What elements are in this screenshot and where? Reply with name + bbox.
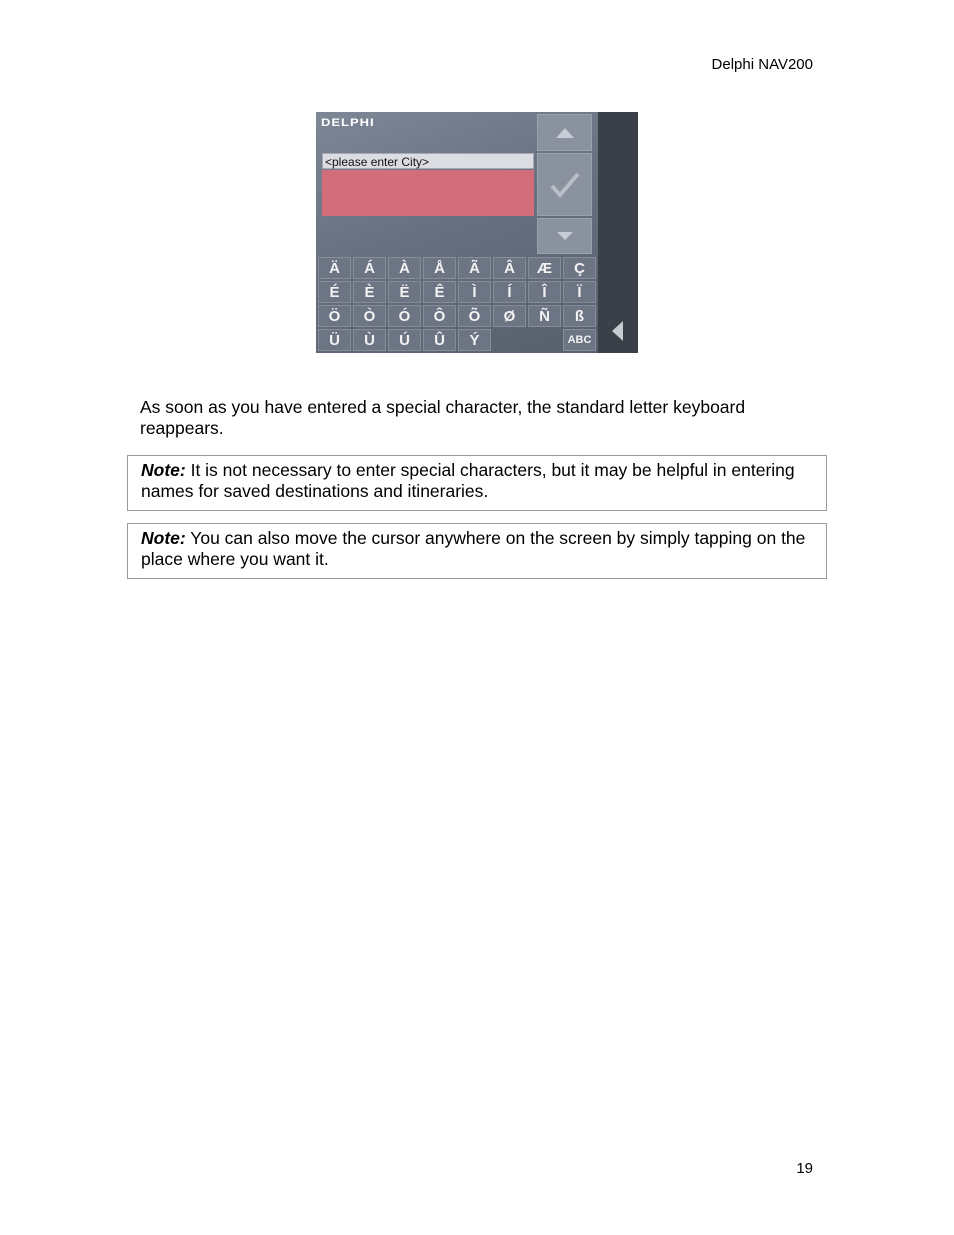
key-7[interactable]: Ç: [563, 257, 596, 279]
key-2[interactable]: À: [388, 257, 421, 279]
triangle-down-icon: [557, 232, 573, 240]
right-panel: [598, 112, 638, 353]
key-14[interactable]: Î: [528, 281, 561, 303]
triangle-left-icon[interactable]: [612, 321, 623, 341]
key-18[interactable]: Ó: [388, 305, 421, 327]
key-11[interactable]: Ê: [423, 281, 456, 303]
key-5[interactable]: Â: [493, 257, 526, 279]
key-27[interactable]: Û: [423, 329, 456, 351]
key-0[interactable]: Ä: [318, 257, 351, 279]
checkmark-icon: [550, 172, 580, 198]
page-number: 19: [796, 1160, 813, 1177]
key-9[interactable]: È: [353, 281, 386, 303]
triangle-up-icon: [556, 128, 574, 138]
device-screenshot: [316, 112, 638, 353]
key-1[interactable]: Á: [353, 257, 386, 279]
key-8[interactable]: É: [318, 281, 351, 303]
key-6[interactable]: Æ: [528, 257, 561, 279]
key-16[interactable]: Ö: [318, 305, 351, 327]
city-input-field[interactable]: <please enter City>: [322, 153, 534, 169]
results-list[interactable]: [322, 170, 534, 216]
key-26[interactable]: Ú: [388, 329, 421, 351]
key-4[interactable]: Ã: [458, 257, 491, 279]
abc-keyboard-button[interactable]: ABC: [563, 329, 596, 351]
note-label: Note:: [141, 528, 186, 548]
key-20[interactable]: Õ: [458, 305, 491, 327]
key-19[interactable]: Ô: [423, 305, 456, 327]
note-text: It is not necessary to enter special characters, but it may be helpful in entering names for saved destinations and itineraries.: [141, 460, 795, 501]
note-box-1: [127, 455, 827, 511]
key-24[interactable]: Ü: [318, 329, 351, 351]
key-17[interactable]: Ò: [353, 305, 386, 327]
key-13[interactable]: Í: [493, 281, 526, 303]
confirm-button[interactable]: [537, 153, 592, 216]
key-15[interactable]: Ï: [563, 281, 596, 303]
key-28[interactable]: Ý: [458, 329, 491, 351]
note-label: Note:: [141, 460, 186, 480]
note-box-2: [127, 523, 827, 579]
key-23[interactable]: ß: [563, 305, 596, 327]
key-3[interactable]: Å: [423, 257, 456, 279]
key-12[interactable]: Ì: [458, 281, 491, 303]
delphi-logo: DELPHI: [321, 116, 375, 129]
key-10[interactable]: Ë: [388, 281, 421, 303]
body-paragraph: As soon as you have entered a special character, the standard letter keyboard reappears.: [140, 397, 746, 438]
note-text: You can also move the cursor anywhere on the screen by simply tapping on the place where you want it.: [141, 528, 806, 569]
scroll-up-button[interactable]: [537, 114, 592, 151]
key-22[interactable]: Ñ: [528, 305, 561, 327]
document-header: Delphi NAV200: [711, 56, 813, 73]
key-25[interactable]: Ù: [353, 329, 386, 351]
key-21[interactable]: Ø: [493, 305, 526, 327]
scroll-down-button[interactable]: [537, 218, 592, 254]
